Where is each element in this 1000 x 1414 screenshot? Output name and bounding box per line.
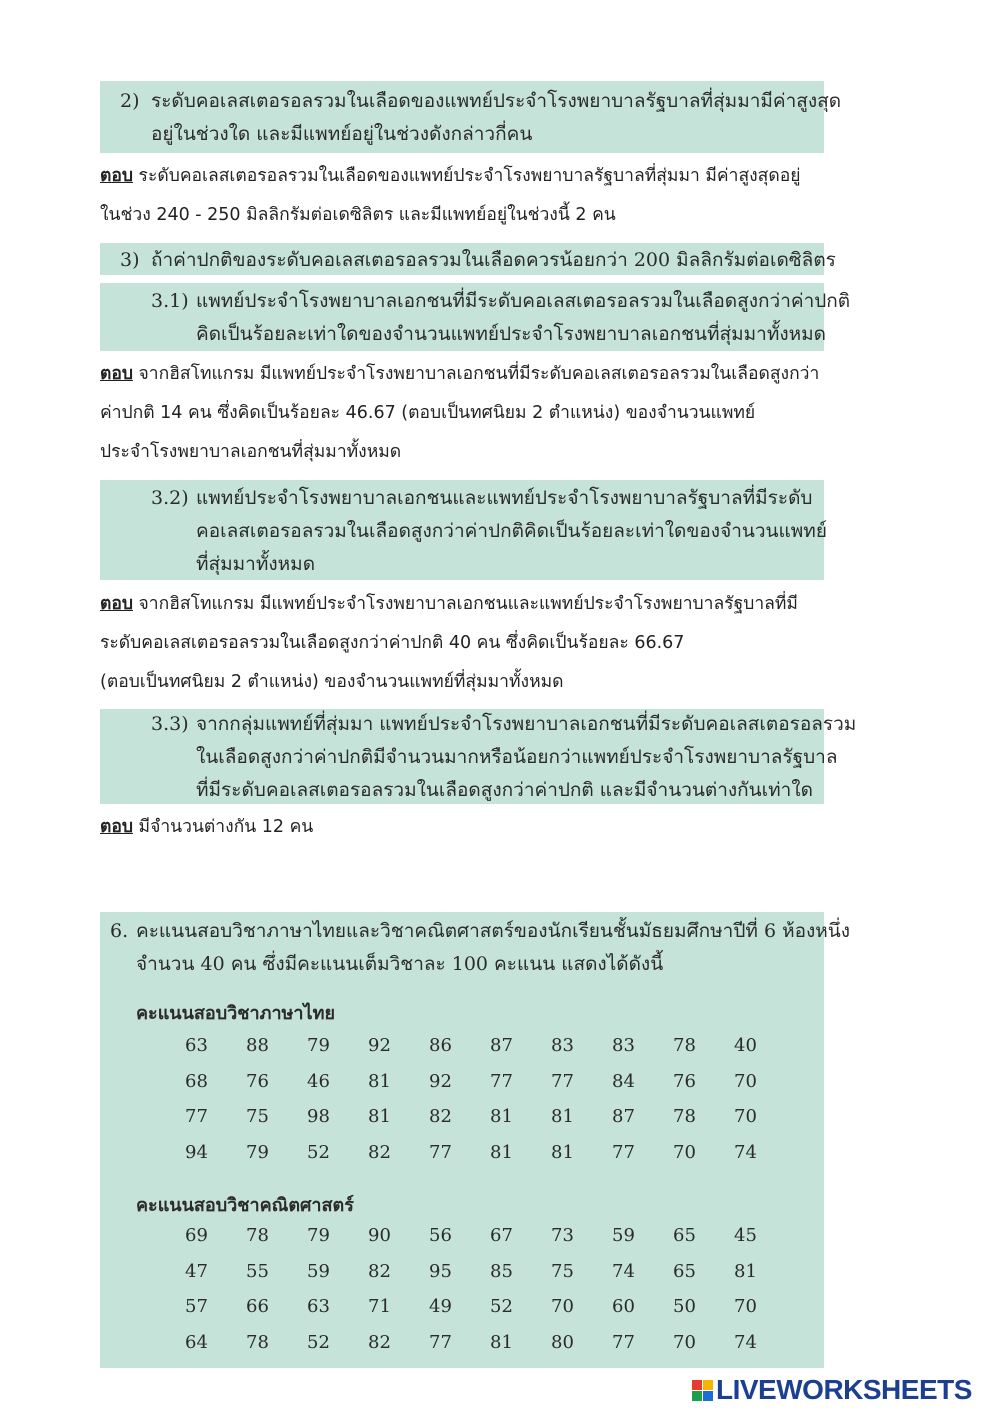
score-cell: 77 (551, 1070, 574, 1092)
score-cell: 67 (490, 1225, 513, 1247)
score-cell: 77 (429, 1331, 452, 1353)
score-cell: 68 (185, 1070, 208, 1092)
answer-3-1 (100, 355, 830, 472)
score-cell: 70 (673, 1331, 696, 1353)
score-cell: 45 (734, 1225, 757, 1247)
answer-text: ค่าปกติ 14 คน ซึ่งคิดเป็นร้อยละ 46.67 (ตอบเป็นทศนิยม 2 ตำแหน่ง) ของจำนวนแพทย์ (100, 403, 756, 423)
question-text-line: ระดับคอเลสเตอรอลรวมในเลือดของแพทย์ประจำโรงพยาบาลรัฐบาลที่สุ่มมามีค่าสูงสุด (151, 90, 842, 112)
score-cell: 52 (490, 1296, 513, 1318)
score-cell: 90 (368, 1225, 391, 1247)
score-cell: 70 (734, 1296, 757, 1318)
score-cell: 88 (246, 1035, 269, 1057)
score-cell: 64 (185, 1331, 208, 1353)
score-cell: 63 (185, 1035, 208, 1057)
logo-text: LIVEWORKSHEETS (716, 1374, 972, 1405)
answer-3-3 (100, 808, 830, 847)
answer-text: ระดับคอเลสเตอรอลรวมในเลือดของแพทย์ประจำโรงพยาบาลรัฐบาลที่สุ่มมา มีค่าสูงสุดอยู่ (132, 166, 801, 186)
answer-label: ตอบ (100, 817, 133, 837)
score-cell: 98 (307, 1106, 330, 1128)
score-cell: 81 (734, 1260, 757, 1282)
answer-text: จากฮิสโทแกรม มีแพทย์ประจำโรงพยาบาลเอกชนและแพทย์ประจำโรงพยาบาลรัฐบาลที่มี (132, 594, 798, 614)
question-3-3 (151, 708, 857, 807)
score-cell: 56 (429, 1225, 452, 1247)
question-number: 3.3) (151, 713, 189, 735)
score-cell: 55 (246, 1260, 269, 1282)
answer-text: จากฮิสโทแกรม มีแพทย์ประจำโรงพยาบาลเอกชนที่มีระดับคอเลสเตอรอลรวมในเลือดสูงกว่า (132, 364, 820, 384)
score-cell: 82 (429, 1106, 452, 1128)
score-cell: 77 (612, 1141, 635, 1163)
question-text-line: จากกลุ่มแพทย์ที่สุ่มมา แพทย์ประจำโรงพยาบาลเอกชนที่มีระดับคอเลสเตอรอลรวม (196, 713, 857, 735)
question-number: 3.2) (151, 487, 189, 509)
score-cell: 81 (368, 1106, 391, 1128)
score-cell: 79 (246, 1141, 269, 1163)
score-cell: 77 (612, 1331, 635, 1353)
score-cell: 70 (734, 1106, 757, 1128)
score-cell: 84 (612, 1070, 635, 1092)
question-text-line: อยู่ในช่วงใด และมีแพทย์อยู่ในช่วงดังกล่าวกี่คน (151, 123, 533, 145)
score-cell: 82 (368, 1141, 391, 1163)
score-cell: 76 (246, 1070, 269, 1092)
score-cell: 59 (612, 1225, 635, 1247)
score-cell: 57 (185, 1296, 208, 1318)
question-3 (120, 244, 836, 277)
score-cell: 46 (307, 1070, 330, 1092)
score-cell: 77 (185, 1106, 208, 1128)
score-cell: 87 (490, 1035, 513, 1057)
score-cell: 71 (368, 1296, 391, 1318)
score-cell: 80 (551, 1331, 574, 1353)
score-row (166, 1135, 776, 1171)
score-cell: 50 (673, 1296, 696, 1318)
score-cell: 74 (612, 1260, 635, 1282)
thai-scores-table (166, 1028, 776, 1170)
liveworksheets-logo (692, 1376, 972, 1404)
score-cell: 47 (185, 1260, 208, 1282)
score-cell: 86 (429, 1035, 452, 1057)
logo-square (692, 1391, 702, 1401)
score-cell: 85 (490, 1260, 513, 1282)
question-text-line: คอเลสเตอรอลรวมในเลือดสูงกว่าค่าปกติคิดเป็นร้อยละเท่าใดของจำนวนแพทย์ (196, 520, 827, 542)
score-cell: 52 (307, 1141, 330, 1163)
score-cell: 92 (429, 1070, 452, 1092)
question-6 (110, 915, 851, 981)
score-cell: 70 (551, 1296, 574, 1318)
score-cell: 81 (490, 1331, 513, 1353)
score-cell: 69 (185, 1225, 208, 1247)
score-cell: 79 (307, 1035, 330, 1057)
score-cell: 78 (673, 1106, 696, 1128)
answer-text: ประจำโรงพยาบาลเอกชนที่สุ่มมาทั้งหมด (100, 442, 402, 462)
score-cell: 82 (368, 1331, 391, 1353)
thai-scores-title: คะแนนสอบวิชาภาษาไทย (136, 1003, 335, 1024)
score-row (166, 1099, 776, 1135)
score-cell: 70 (673, 1141, 696, 1163)
logo-mark-icon (692, 1380, 713, 1401)
score-row (166, 1325, 776, 1361)
score-cell: 65 (673, 1225, 696, 1247)
score-cell: 82 (368, 1260, 391, 1282)
answer-3-2 (100, 585, 830, 702)
score-cell: 59 (307, 1260, 330, 1282)
question-number: 2) (120, 90, 140, 112)
score-cell: 78 (673, 1035, 696, 1057)
score-cell: 95 (429, 1260, 452, 1282)
score-cell: 73 (551, 1225, 574, 1247)
question-2 (120, 85, 842, 151)
score-cell: 74 (734, 1141, 757, 1163)
score-cell: 49 (429, 1296, 452, 1318)
score-row (166, 1064, 776, 1100)
question-3-2 (151, 482, 827, 581)
answer-label: ตอบ (100, 594, 133, 614)
score-cell: 77 (490, 1070, 513, 1092)
score-cell: 66 (246, 1296, 269, 1318)
question-number: 3.1) (151, 290, 189, 312)
answer-text: ในช่วง 240 - 250 มิลลิกรัมต่อเดซิลิตร และมีแพทย์อยู่ในช่วงนี้ 2 คน (100, 205, 616, 225)
math-scores-table (166, 1218, 776, 1360)
score-cell: 87 (612, 1106, 635, 1128)
math-scores-title: คะแนนสอบวิชาคณิตศาสตร์ (136, 1195, 354, 1216)
score-cell: 92 (368, 1035, 391, 1057)
answer-2 (100, 157, 830, 235)
score-cell: 70 (734, 1070, 757, 1092)
question-text-line: ถ้าค่าปกติของระดับคอเลสเตอรอลรวมในเลือดควรน้อยกว่า 200 มิลลิกรัมต่อเดซิลิตร (151, 249, 836, 271)
score-cell: 79 (307, 1225, 330, 1247)
question-text-line: คะแนนสอบวิชาภาษาไทยและวิชาคณิตศาสตร์ของนักเรียนชั้นมัธยมศึกษาปีที่ 6 ห้องหนึ่ง (136, 920, 851, 942)
score-cell: 83 (551, 1035, 574, 1057)
score-cell: 52 (307, 1331, 330, 1353)
score-cell: 75 (246, 1106, 269, 1128)
question-text-line: ที่มีระดับคอเลสเตอรอลรวมในเลือดสูงกว่าค่าปกติ และมีจำนวนต่างกันเท่าใด (196, 779, 813, 801)
score-cell: 81 (551, 1106, 574, 1128)
answer-label: ตอบ (100, 166, 133, 186)
score-cell: 77 (429, 1141, 452, 1163)
score-cell: 94 (185, 1141, 208, 1163)
question-text-line: แพทย์ประจำโรงพยาบาลเอกชนและแพทย์ประจำโรงพยาบาลรัฐบาลที่มีระดับ (196, 487, 813, 509)
logo-square (692, 1380, 702, 1390)
score-cell: 65 (673, 1260, 696, 1282)
question-text-line: ที่สุ่มมาทั้งหมด (196, 553, 316, 575)
score-row (166, 1254, 776, 1290)
answer-text: มีจำนวนต่างกัน 12 คน (132, 817, 314, 837)
score-cell: 81 (551, 1141, 574, 1163)
score-cell: 83 (612, 1035, 635, 1057)
score-cell: 78 (246, 1331, 269, 1353)
answer-text: ระดับคอเลสเตอรอลรวมในเลือดสูงกว่าค่าปกติ 40 คน ซึ่งคิดเป็นร้อยละ 66.67 (100, 633, 685, 653)
score-row (166, 1218, 776, 1254)
score-row (166, 1028, 776, 1064)
score-cell: 76 (673, 1070, 696, 1092)
question-number: 3) (120, 249, 140, 271)
score-cell: 63 (307, 1296, 330, 1318)
score-cell: 75 (551, 1260, 574, 1282)
score-row (166, 1289, 776, 1325)
logo-square (703, 1391, 713, 1401)
question-text-line: แพทย์ประจำโรงพยาบาลเอกชนที่มีระดับคอเลสเตอรอลรวมในเลือดสูงกว่าค่าปกติ (196, 290, 851, 312)
score-cell: 81 (368, 1070, 391, 1092)
score-cell: 78 (246, 1225, 269, 1247)
score-cell: 60 (612, 1296, 635, 1318)
score-cell: 81 (490, 1106, 513, 1128)
score-cell: 40 (734, 1035, 757, 1057)
question-3-1 (151, 285, 851, 351)
question-text-line: จำนวน 40 คน ซึ่งมีคะแนนเต็มวิชาละ 100 คะแนน แสดงได้ดังนี้ (136, 953, 664, 975)
question-number: 6. (110, 920, 129, 942)
question-text-line: ในเลือดสูงกว่าค่าปกติมีจำนวนมากหรือน้อยกว่าแพทย์ประจำโรงพยาบาลรัฐบาล (196, 746, 838, 768)
question-text-line: คิดเป็นร้อยละเท่าใดของจำนวนแพทย์ประจำโรงพยาบาลเอกชนที่สุ่มมาทั้งหมด (196, 323, 827, 345)
answer-label: ตอบ (100, 364, 133, 384)
logo-square (703, 1380, 713, 1390)
score-cell: 81 (490, 1141, 513, 1163)
score-cell: 74 (734, 1331, 757, 1353)
answer-text: (ตอบเป็นทศนิยม 2 ตำแหน่ง) ของจำนวนแพทย์ที่สุ่มมาทั้งหมด (100, 672, 564, 692)
